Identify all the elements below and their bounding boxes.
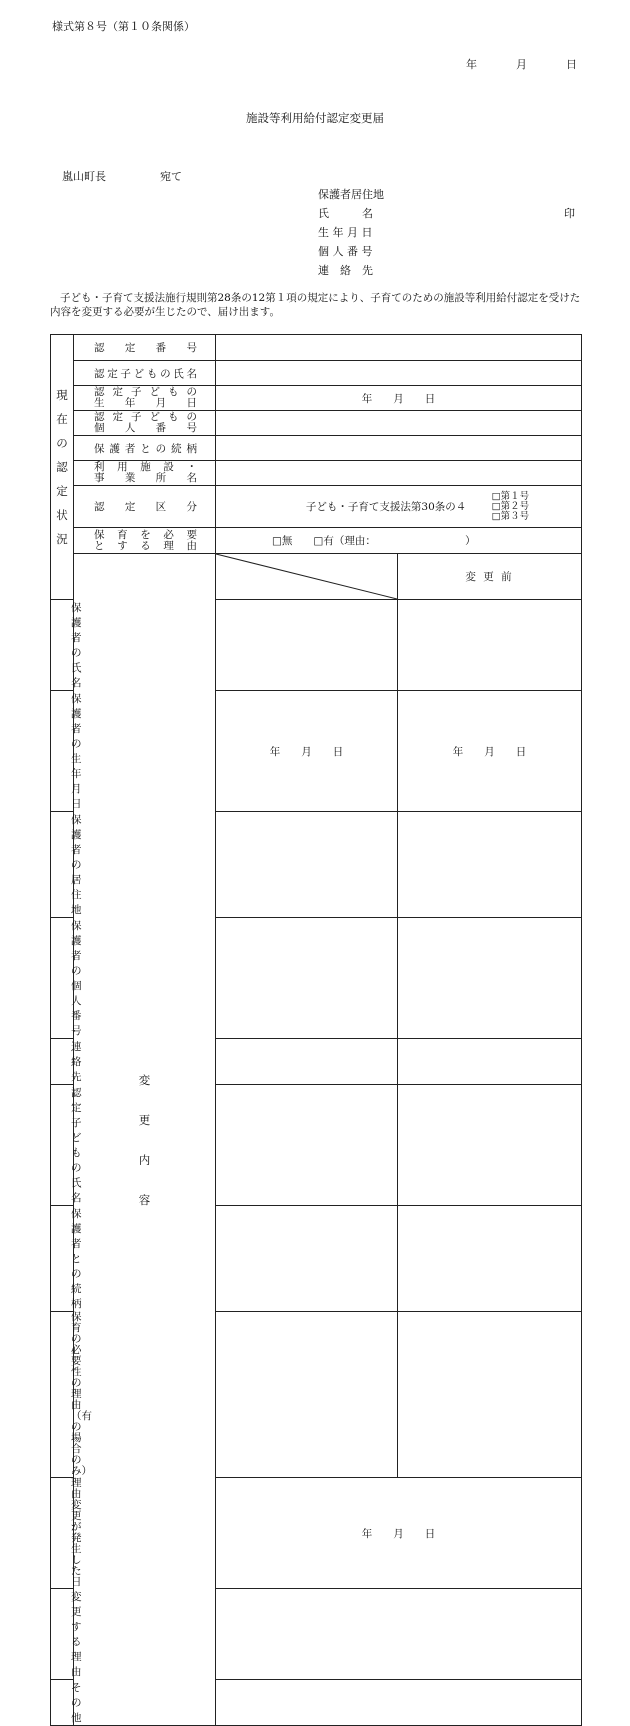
guardian-name-after[interactable] — [398, 600, 582, 691]
form-title: 施設等利用給付認定変更届 — [246, 111, 384, 125]
child-birth-label: 認 定 子 ど も の 生 年 月 日 — [74, 386, 216, 411]
diagonal-header-cell — [216, 554, 398, 600]
contact-before[interactable] — [216, 1039, 398, 1085]
guardian-name-before[interactable] — [216, 600, 398, 691]
change-form-table — [50, 334, 582, 1726]
applicant-id-label: 個 人 番 号 — [318, 245, 373, 258]
change-content-side-label: 変 更 内 容 — [74, 554, 216, 1726]
change-relation-after[interactable] — [398, 1206, 582, 1312]
occur-date-field[interactable]: 年 月 日 — [216, 1478, 582, 1589]
seal-mark: 印 — [564, 207, 575, 220]
change-reason-label: 変更する理由 — [51, 1589, 74, 1680]
form-number: 様式第８号（第１０条関係） — [52, 20, 195, 33]
change-child-name-after[interactable] — [398, 1085, 582, 1206]
intro-paragraph: 子ども・子育て支援法施行規則第28条の12第１項の規定により、子育てのための施設等利用給付認定を受けた内容を変更する必要が生じたので、届け出ます。 — [50, 292, 581, 318]
change-child-name-before[interactable] — [216, 1085, 398, 1206]
cert-number-field[interactable] — [216, 335, 582, 361]
other-field[interactable] — [216, 1680, 582, 1726]
guardian-id-before[interactable] — [216, 918, 398, 1039]
category-field — [216, 486, 582, 528]
guardian-birth-after[interactable]: 年 月 日 — [398, 691, 582, 812]
child-id-field[interactable] — [216, 411, 582, 436]
child-birth-field[interactable]: 年 月 日 — [216, 386, 582, 411]
applicant-birthdate-label: 生 年 月 日 — [318, 226, 373, 239]
contact-label: 連 絡 先 — [51, 1039, 74, 1085]
guardian-birth-before[interactable]: 年 月 日 — [216, 691, 398, 812]
change-reason-field[interactable] — [216, 1589, 582, 1680]
guardian-birth-label: 保護者の生年月日 — [51, 691, 74, 812]
other-label: そ の 他 — [51, 1680, 74, 1726]
category-label: 認 定 区 分 — [74, 486, 216, 528]
guardian-id-after[interactable] — [398, 918, 582, 1039]
occur-date-label: 理 由 変 更 が 発 生 し た 日 — [51, 1478, 74, 1589]
child-id-label: 認 定 子 ど も の 個 人 番 号 — [74, 411, 216, 436]
change-relation-before[interactable] — [216, 1206, 398, 1312]
care-reason-label: 保 育 を 必 要 と す る 理 由 — [74, 528, 216, 554]
facility-field[interactable] — [216, 461, 582, 486]
category-option-3[interactable]: □第３号 — [491, 510, 530, 522]
change-relation-label: 保護者との続柄 — [51, 1206, 74, 1312]
addressee-honorific: 宛て — [160, 170, 182, 183]
current-status-side-label: 現 在 の 認 定 状 況 — [51, 335, 74, 600]
date-day: 日 — [566, 58, 577, 71]
contact-after[interactable] — [398, 1039, 582, 1085]
facility-label: 利 用 施 設 ・ 事 業 所 名 — [74, 461, 216, 486]
necessity-after[interactable] — [398, 1312, 582, 1478]
necessity-label: 保育の必要性の理由 （有の場合のみ） — [51, 1312, 74, 1478]
applicant-name-label: 氏 名 — [318, 207, 373, 220]
guardian-name-label: 保護者の氏名 — [51, 600, 74, 691]
child-name-label: 認定子どもの氏名 — [74, 361, 216, 386]
care-reason-field[interactable]: □無 □有（理由： ） — [216, 528, 582, 554]
child-name-field[interactable] — [216, 361, 582, 386]
addressee-name: 嵐山町長 — [62, 170, 106, 183]
date-year: 年 — [466, 58, 477, 71]
category-option-1[interactable]: □第１号 — [491, 490, 530, 502]
guardian-id-label: 保護者の個人番号 — [51, 918, 74, 1039]
applicant-contact-label: 連 絡 先 — [318, 264, 373, 277]
relation-field[interactable] — [216, 436, 582, 461]
cert-number-label: 認 定 番 号 — [74, 335, 216, 361]
relation-label: 保護者との続柄 — [74, 436, 216, 461]
change-child-name-label: 認定子どもの氏名 — [51, 1085, 74, 1206]
guardian-address-after[interactable] — [398, 812, 582, 918]
before-header: 変 更 前 — [398, 554, 582, 600]
guardian-address-before[interactable] — [216, 812, 398, 918]
date-month: 月 — [516, 58, 527, 71]
necessity-before[interactable] — [216, 1312, 398, 1478]
category-law-text: 子ども・子育て支援法第30条の４ — [305, 500, 467, 513]
guardian-address-label: 保護者の居住地 — [51, 812, 74, 918]
applicant-address-label: 保護者居住地 — [318, 188, 384, 201]
category-option-2[interactable]: □第２号 — [491, 500, 530, 512]
